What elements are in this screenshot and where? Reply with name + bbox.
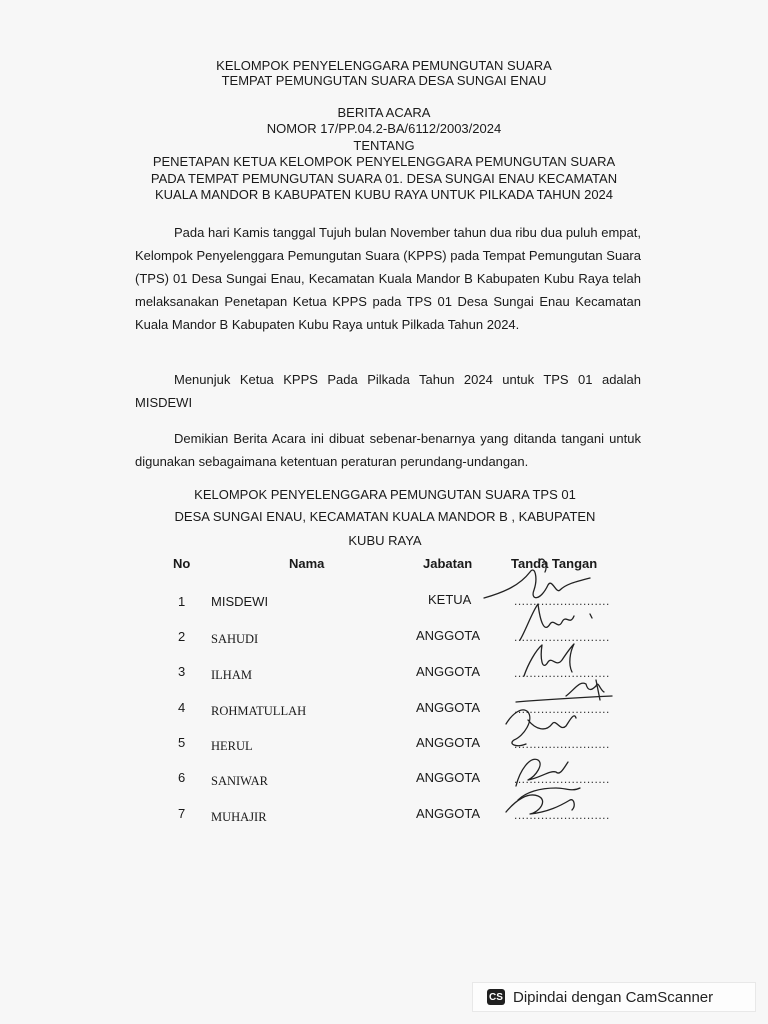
table-row-1-jabatan: KETUA [428, 592, 472, 607]
signature-block-line-1: KELOMPOK PENYELENGGARA PEMUNGUTAN SUARA TPS 01 [194, 487, 576, 502]
subject-line-2: PADA TEMPAT PEMUNGUTAN SUARA 01. DESA SUNGAI ENAU KECAMATAN [150, 171, 618, 186]
table-row-7-jabatan: ANGGOTA [416, 806, 481, 821]
table-row-3-nama: ILHAM [211, 668, 252, 682]
signature-block-line-2: DESA SUNGAI ENAU, KECAMATAN KUALA MANDOR B , KABUPATEN [174, 509, 596, 524]
berita-acara-title: BERITA ACARA [337, 105, 431, 120]
signature-block-line-3: KUBU RAYA [348, 533, 422, 548]
table-row-2-nama: SAHUDI [211, 632, 259, 646]
body-paragraph-1: Pada hari Kamis tanggal Tujuh bulan November tahun dua ribu dua puluh empat, Kelompok Penyelenggara Pemungutan Suara (KPPS) pada Tempat Pemungutan Suara (TPS) 01 Desa Sungai Enau, Kecamatan Kuala Mandor B Kabupaten Kubu Raya telah melaksanakan Penetapan Ketua KPPS pada TPS 01 Desa Sungai Enau Kecamatan Kuala Mandor B Kabupaten Kubu Raya untuk Pilkada Tahun 2024. [135, 225, 641, 332]
column-header-tanda-tangan: Tanda Tangan [511, 556, 598, 571]
column-header-no: No [173, 556, 191, 571]
table-row-7-signature-line: ......................... [514, 808, 610, 822]
camscanner-watermark [472, 982, 756, 1012]
table-row-7-nama: MUHAJIR [211, 810, 267, 824]
body-paragraph-3: Demikian Berita Acara ini dibuat sebenar-benarnya yang ditanda tangani untuk digunakan sebagaimana ketentuan peraturan perundang-undangan. [135, 431, 641, 469]
table-row-1-no: 1 [178, 594, 186, 609]
table-row-2-signature-line: ......................... [514, 630, 610, 644]
signature-4 [516, 680, 612, 702]
camscanner-logo-icon: CS [487, 989, 505, 1005]
table-row-4-no: 4 [178, 700, 186, 715]
table-row-3-jabatan: ANGGOTA [416, 664, 481, 679]
table-row-5-jabatan: ANGGOTA [416, 735, 481, 750]
table-row-6-jabatan: ANGGOTA [416, 770, 481, 785]
body-paragraph-2: Menunjuk Ketua KPPS Pada Pilkada Tahun 2024 untuk TPS 01 adalah MISDEWI [135, 372, 641, 410]
table-row-4-jabatan: ANGGOTA [416, 700, 481, 715]
table-row-7-no: 7 [178, 806, 186, 821]
table-row-6-signature-line: ......................... [514, 772, 610, 786]
subject-line-1: PENETAPAN KETUA KELOMPOK PENYELENGGARA PEMUNGUTAN SUARA [152, 154, 616, 169]
table-row-2-no: 2 [178, 629, 186, 644]
table-row-1-signature-line: ......................... [514, 594, 610, 608]
header-line-1: KELOMPOK PENYELENGGARA PEMUNGUTAN SUARA [216, 58, 552, 73]
column-header-jabatan: Jabatan [423, 556, 473, 571]
table-row-6-no: 6 [178, 770, 186, 785]
camscanner-label: Dipindai dengan CamScanner [513, 988, 714, 1006]
table-row-2-jabatan: ANGGOTA [416, 628, 481, 643]
table-row-5-nama: HERUL [211, 739, 253, 753]
table-row-5-no: 5 [178, 735, 186, 750]
table-row-3-no: 3 [178, 664, 186, 679]
table-row-5-signature-line: ......................... [514, 737, 610, 751]
table-row-3-signature-line: ......................... [514, 666, 610, 680]
berita-acara-nomor: NOMOR 17/PP.04.2-BA/6112/2003/2024 [266, 121, 502, 136]
table-row-4-signature-line: ......................... [514, 702, 610, 716]
table-row-6-nama: SANIWAR [211, 774, 268, 788]
header-line-2: TEMPAT PEMUNGUTAN SUARA DESA SUNGAI ENAU [221, 73, 547, 88]
table-row-4-nama: ROHMATULLAH [211, 704, 307, 718]
column-header-nama: Nama [289, 556, 325, 571]
table-row-1-nama: MISDEWI [211, 594, 269, 609]
subject-line-3: KUALA MANDOR B KABUPATEN KUBU RAYA UNTUK PILKADA TAHUN 2024 [154, 187, 614, 202]
berita-acara-tentang: TENTANG [353, 138, 415, 153]
